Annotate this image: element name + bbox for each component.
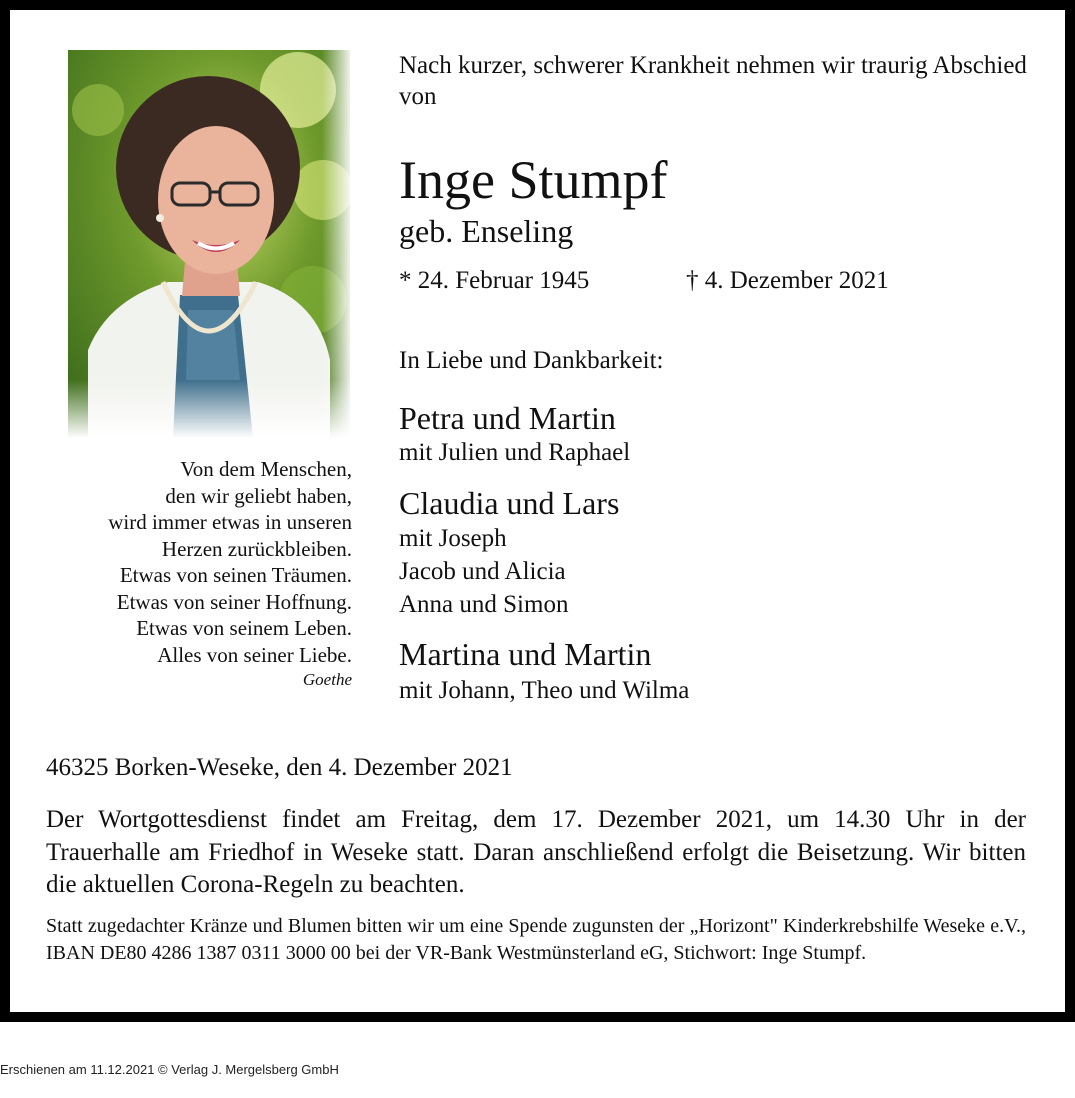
family-name: Claudia und Lars	[399, 485, 620, 521]
poem-author: Goethe	[302, 670, 352, 689]
family-members: Jacob und Alicia	[399, 558, 566, 585]
birth-date: * 24. Februar 1945	[399, 267, 590, 294]
family-members: mit Julien und Raphael	[399, 439, 631, 466]
deceased-name: Inge Stumpf	[399, 150, 668, 210]
donation-note: Statt zugedachter Kränze und Blumen bitten wir um eine Spende zugunsten der „Horizont" Kinderkrebshilfe Weseke e.V., IBAN DE80 4286 1387 0311 3000 00 bei der VR-Bank Westmünsterland eG, Stichwort: Inge Stumpf.	[46, 915, 1026, 964]
family-name: Martina und Martin	[399, 636, 652, 672]
poem-line: Herzen zurückbleiben.	[161, 536, 352, 561]
publication-footer: Erschienen am 11.12.2021 © Verlag J. Mergelsberg GmbH	[0, 1062, 339, 1077]
intro-text: Nach kurzer, schwerer Krankheit nehmen wir traurig Abschied von	[399, 52, 1027, 110]
poem-line: Etwas von seinen Träumen.	[119, 563, 352, 587]
poem-line: den wir geliebt haben,	[165, 483, 352, 508]
maiden-name: geb. Enseling	[399, 213, 574, 249]
poem-line: Etwas von seinem Leben.	[136, 616, 352, 640]
service-announcement: Der Wortgottesdienst findet am Freitag, dem 17. Dezember 2021, um 14.30 Uhr in der Trauerhalle am Friedhof in Weseke statt. Daran anschließend erfolgt die Beisetzung. Wir bitten die aktuellen Corona-Regeln zu beachten.	[46, 806, 1026, 898]
family-members: mit Johann, Theo und Wilma	[399, 677, 690, 704]
portrait-illustration	[68, 50, 350, 438]
family-members: Anna und Simon	[399, 591, 569, 618]
greeting: In Liebe und Dankbarkeit:	[399, 347, 664, 374]
poem-line: Alles von seiner Liebe.	[157, 642, 352, 667]
poem-line: Etwas von seiner Hoffnung.	[116, 589, 352, 614]
poem-line: Von dem Menschen,	[180, 457, 352, 481]
family-members: mit Joseph	[399, 525, 507, 552]
portrait-photo	[68, 50, 350, 438]
place-and-date: 46325 Borken-Weseke, den 4. Dezember 2021	[46, 754, 513, 781]
poem	[30, 456, 352, 692]
poem-line: wird immer etwas in unseren	[108, 510, 352, 534]
death-date: † 4. Dezember 2021	[686, 267, 889, 294]
family-name: Petra und Martin	[399, 400, 616, 436]
